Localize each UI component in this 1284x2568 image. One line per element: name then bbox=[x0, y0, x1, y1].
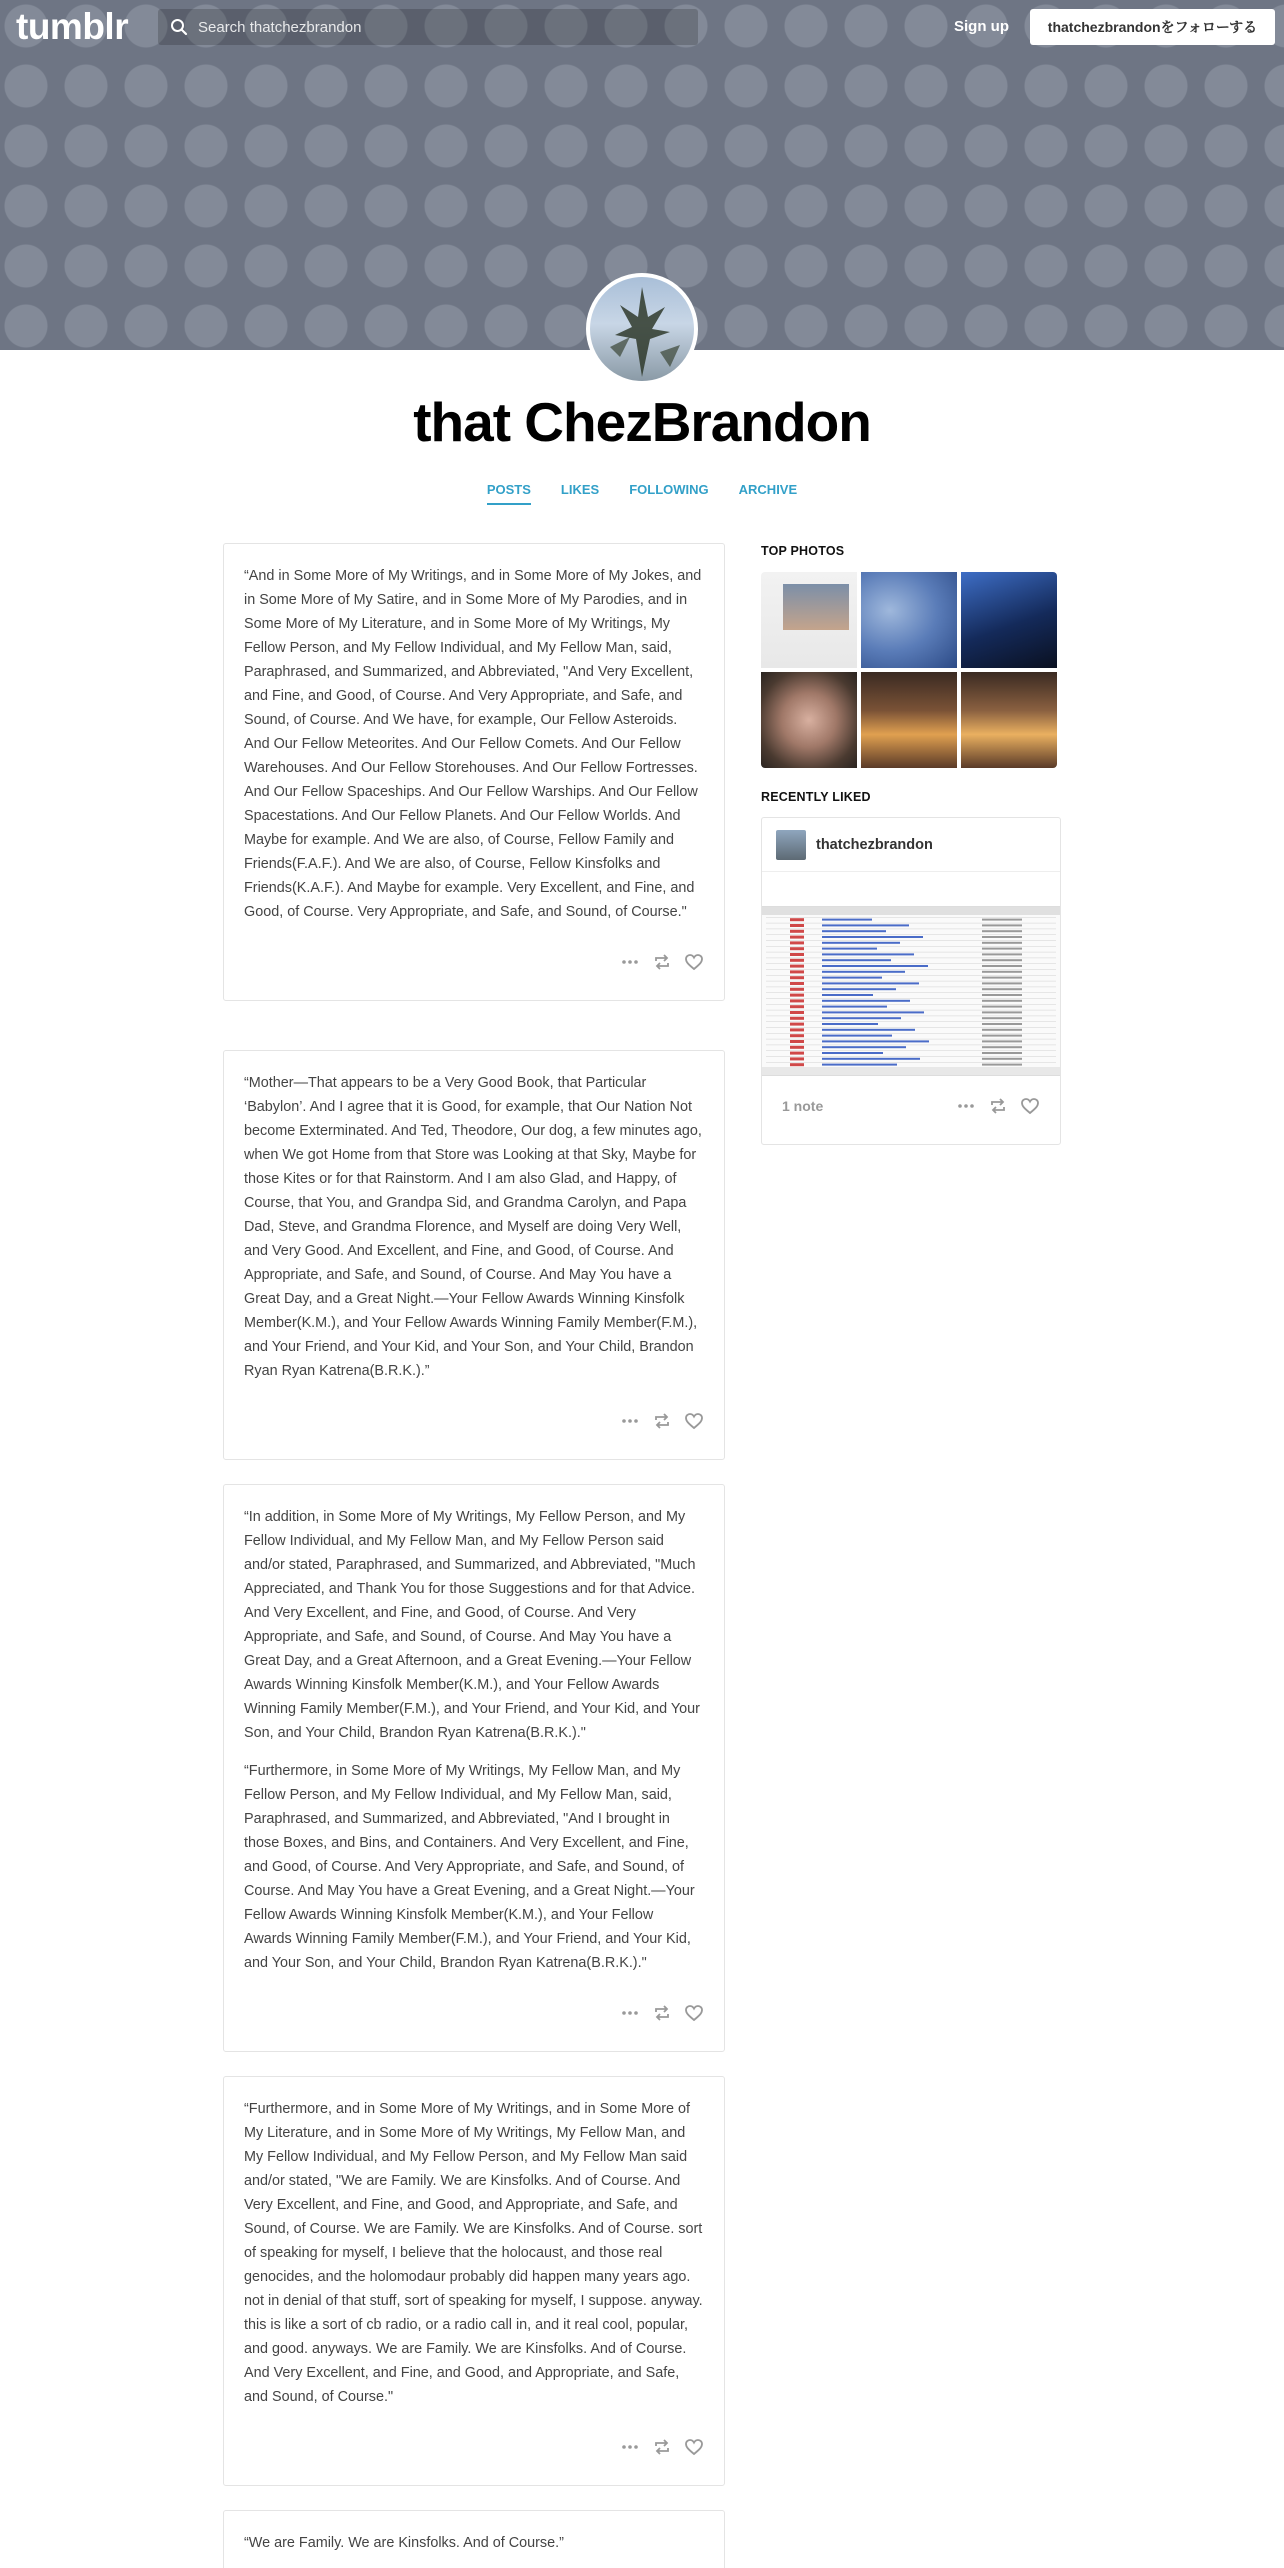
tab-following[interactable]: FOLLOWING bbox=[629, 482, 709, 497]
post-text: “Furthermore, and in Some More of My Writings, and in Some More of My Literature, and in Some More of My Writings, My Fellow Man, and My Fellow Individual, and My Fellow Person, and My Fellow Man said and/or stated, "We are Family. We are Kinsfolks. And of Course. And Very Excellent, and Fine, and Good, and Appropriate, and Safe, and Sound, of Course. We are Family. We are Kinsfolks. And of Course. sort of speaking for myself, I believe that the holocaust, and those real genocides, and the holomodaur probably did happen many years ago. not in denial of that stuff, sort of speaking for myself, I suppose. anyway. this is like a sort of cb radio, or a radio call in, and it real cool, popular, and good. anyways. We are Family. We are Kinsfolks. And of Course. And Very Excellent, and Fine, and Good, and Appropriate, and Safe, and Sound, of Course." bbox=[244, 2101, 703, 2405]
liked-post-actions bbox=[956, 1096, 1040, 1116]
blog-avatar[interactable] bbox=[586, 273, 698, 385]
photo-thumbnail[interactable] bbox=[961, 672, 1057, 768]
recently-liked-heading: RECENTLY LIKED bbox=[761, 790, 871, 804]
more-icon[interactable] bbox=[620, 1411, 640, 1431]
search-icon bbox=[170, 18, 188, 36]
post-footer bbox=[244, 1989, 704, 2051]
more-icon[interactable] bbox=[956, 1096, 976, 1116]
top-photos-heading: TOP PHOTOS bbox=[761, 544, 845, 558]
liked-username[interactable]: thatchezbrandon bbox=[816, 836, 933, 853]
heart-icon[interactable] bbox=[684, 952, 704, 972]
liked-post-card bbox=[761, 817, 1061, 1145]
post-text: “Furthermore, in Some More of My Writings, My Fellow Man, and My Fellow Person, and My Fellow Individual, and My Fellow Man, said, Paraphrased, and Summarized, and Abbreviated, "And I brought in those Boxes, and Bins, and Containers. And Very Excellent, and Fine, and Good, of Course. And Very Appropriate, and Safe, and Sound, of Course. And May You have a Great Evening, and a Great Night.—Your Fellow Awards Winning Kinsfolk Member(K.M.), and Your Fellow Awards Winning Family Member(F.M.), and Your Friend, and Your Kid, and Your Son, and Your Child, Brandon Ryan Katrena(B.R.K.)." bbox=[244, 1763, 695, 1971]
post-footer bbox=[244, 1397, 704, 1459]
liked-post-header bbox=[762, 818, 1060, 872]
post-footer bbox=[244, 938, 704, 1000]
post-card bbox=[223, 543, 725, 1001]
photo-thumbnail[interactable] bbox=[861, 572, 957, 668]
post-actions bbox=[620, 1411, 704, 1431]
tab-likes[interactable]: LIKES bbox=[560, 482, 600, 497]
follow-button[interactable]: thatchezbrandonをフォローする bbox=[1030, 9, 1275, 45]
photo-thumbnail[interactable] bbox=[961, 572, 1057, 668]
spreadsheet-image-icon bbox=[762, 907, 1060, 1076]
post-card bbox=[223, 1050, 725, 1460]
tab-archive[interactable]: ARCHIVE bbox=[738, 482, 798, 497]
blog-nav bbox=[0, 482, 1284, 505]
post-text: “We are Family. We are Kinsfolks. And of Course.” bbox=[244, 2535, 564, 2551]
more-icon[interactable] bbox=[620, 952, 640, 972]
reblog-icon[interactable] bbox=[652, 2437, 672, 2457]
top-bar bbox=[0, 0, 1284, 54]
blog-title: that ChezBrandon bbox=[413, 391, 871, 453]
post-card bbox=[223, 1484, 725, 2052]
post-card bbox=[223, 2076, 725, 2486]
post-card bbox=[223, 2510, 725, 2568]
spreadsheet-screenshot[interactable] bbox=[762, 906, 1060, 1076]
heart-icon[interactable] bbox=[684, 1411, 704, 1431]
search-input[interactable] bbox=[198, 19, 678, 36]
heart-icon[interactable] bbox=[684, 2437, 704, 2457]
heart-icon[interactable] bbox=[1020, 1096, 1040, 1116]
photo-thumbnail[interactable] bbox=[761, 672, 857, 768]
photo-thumbnail[interactable] bbox=[761, 572, 857, 668]
signup-link[interactable]: Sign up bbox=[954, 18, 1009, 35]
reblog-icon[interactable] bbox=[652, 1411, 672, 1431]
reblog-icon[interactable] bbox=[652, 2003, 672, 2023]
top-photos-grid bbox=[761, 572, 1057, 768]
reblog-icon[interactable] bbox=[652, 952, 672, 972]
post-text: “Mother—That appears to be a Very Good Book, that Particular ‘Babylon’. And I agree that it is Good, for example, that Our Nation Not become Exterminated. And Ted, Theodore, Our dog, a few minutes ago, when We got Home from that Store was Looking at that Sky, Maybe for those Kites or for that Rainstorm. And I am also Glad, and Happy, of Course, that You, and Grandpa Sid, and Grandma Carolyn, and Papa Dad, Steve, and Grandma Florence, and Myself are doing Very Well, and Very Good. And Excellent, and Fine, and Good, of Course. And Appropriate, and Safe, and Sound, of Course. And May You have a Great Day, and a Great Night.—Your Fellow Awards Winning Kinsfolk Member(K.M.), and Your Fellow Awards Winning Family Member(F.M.), and Your Friend, and Your Kid, and Your Son, and Your Child, Brandon Ryan Ryan Katrena(B.R.K.).” bbox=[244, 1075, 702, 1379]
liked-post-footer bbox=[762, 1088, 1060, 1128]
post-text: “In addition, in Some More of My Writings, My Fellow Person, and My Fellow Individual, and My Fellow Man, and My Fellow Person said and/or stated, Paraphrased, and Summarized, and Abbreviated, "Much Appreciated, and Thank You for those Suggestions and for that Advice. And Very Excellent, and Fine, and Good, of Course. And Very Appropriate, and Safe, and Sound, of Course. And May You have a Great Day, and a Great Afternoon, and a Great Evening.—Your Fellow Awards Winning Kinsfolk Member(K.M.), and Your Fellow Awards Winning Family Member(F.M.), and Your Friend, and Your Kid, and Your Son, and Your Child, Brandon Ryan Katrena(B.R.K.)." bbox=[244, 1509, 700, 1741]
post-actions bbox=[620, 2437, 704, 2457]
more-icon[interactable] bbox=[620, 2437, 640, 2457]
search-bar[interactable] bbox=[158, 9, 698, 45]
photo-thumbnail[interactable] bbox=[861, 672, 957, 768]
heart-icon[interactable] bbox=[684, 2003, 704, 2023]
post-actions bbox=[620, 2003, 704, 2023]
more-icon[interactable] bbox=[620, 2003, 640, 2023]
tree-photo-icon bbox=[590, 277, 694, 381]
tumblr-logo[interactable]: tumblr bbox=[16, 6, 129, 47]
liked-user-avatar[interactable] bbox=[776, 830, 806, 860]
reblog-icon[interactable] bbox=[988, 1096, 1008, 1116]
post-actions bbox=[620, 952, 704, 972]
tab-posts[interactable]: POSTS bbox=[487, 482, 531, 505]
notes-count[interactable]: 1 note bbox=[782, 1098, 824, 1114]
post-text: “And in Some More of My Writings, and in Some More of My Jokes, and in Some More of My Satire, and in Some More of My Parodies, and in Some More of My Literature, and in Some More of My Writings, My Fellow Person, and My Fellow Individual, and My Fellow Man, said, Paraphrased, and Summarized, and Abbreviated, "And Very Excellent, and Fine, and Good, of Course. And Very Appropriate, and Safe, and Sound, of Course. And We have, for example, Our Fellow Asteroids. And Our Fellow Meteorites. And Our Fellow Comets. And Our Fellow Warehouses. And Our Fellow Storehouses. And Our Fellow Fortresses. And Our Fellow Spaceships. And Our Fellow Warships. And Our Fellow Spacestations. And Our Fellow Planets. And Our Fellow Worlds. And Maybe for example. And We are also, of Course, Fellow Family and Friends(F.A.F.). And We are also, of Course, Fellow Kinsfolks and Friends(K.A.F.). And Maybe for example. Very Excellent, and Fine, and Good, of Course. Very Appropriate, and Safe, and Sound, of Course." bbox=[244, 568, 702, 920]
post-footer bbox=[244, 2423, 704, 2485]
